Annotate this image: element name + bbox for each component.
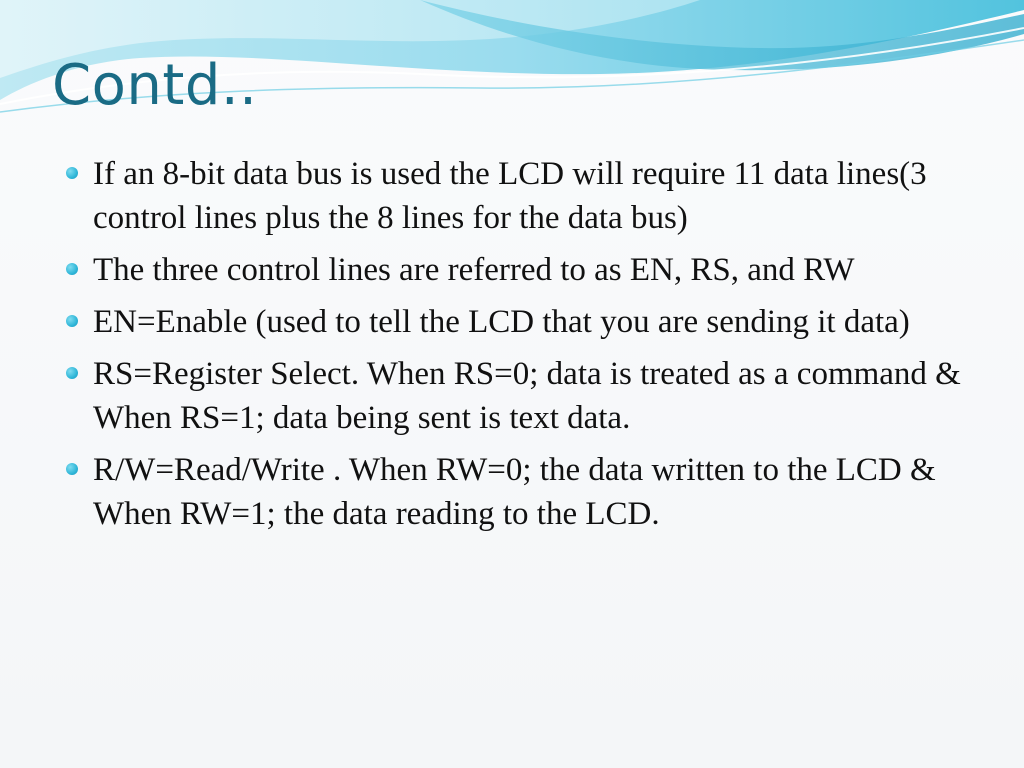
slide-title: Contd.. bbox=[52, 53, 258, 118]
list-item bbox=[62, 448, 962, 536]
bullet-dot-icon bbox=[66, 315, 78, 327]
list-item bbox=[62, 248, 962, 292]
list-item bbox=[62, 352, 962, 440]
bullet-text: If an 8-bit data bus is used the LCD will require 11 data lines(3 control lines plus the 8 lines for the data bus) bbox=[93, 156, 927, 236]
list-item bbox=[62, 300, 962, 344]
bullet-dot-icon bbox=[66, 463, 78, 475]
list-item bbox=[62, 152, 962, 240]
bullet-text: EN=Enable (used to tell the LCD that you are sending it data) bbox=[93, 304, 910, 340]
bullet-text: RS=Register Select. When RS=0; data is treated as a command & When RS=1; data being sent is text data. bbox=[93, 356, 961, 436]
bullet-list bbox=[62, 152, 962, 544]
bullet-text: R/W=Read/Write . When RW=0; the data written to the LCD & When RW=1; the data reading to the LCD. bbox=[93, 452, 936, 532]
bullet-dot-icon bbox=[66, 167, 78, 179]
bullet-text: The three control lines are referred to as EN, RS, and RW bbox=[93, 252, 855, 288]
bullet-dot-icon bbox=[66, 263, 78, 275]
bullet-dot-icon bbox=[66, 367, 78, 379]
